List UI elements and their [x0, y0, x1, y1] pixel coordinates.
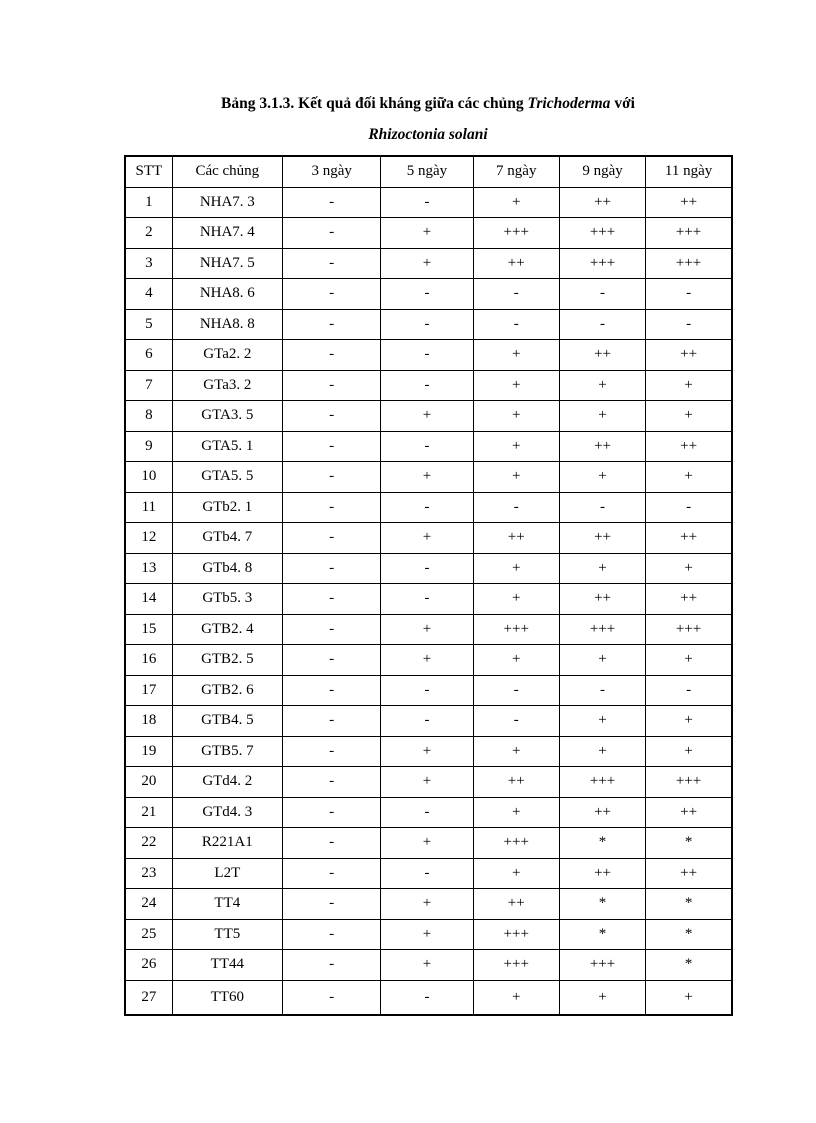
cell-stt: 16: [125, 645, 172, 676]
cell-day-11: +: [646, 462, 732, 493]
header-day-9: 9 ngày: [559, 156, 645, 187]
cell-day-11: +++: [646, 248, 732, 279]
cell-day-7: -: [473, 279, 559, 310]
cell-day-9: +++: [559, 218, 645, 249]
cell-day-9: +++: [559, 950, 645, 981]
cell-strain: R221A1: [172, 828, 282, 859]
cell-strain: GTB5. 7: [172, 736, 282, 767]
cell-day-5: +: [381, 645, 473, 676]
cell-day-9: ++: [559, 797, 645, 828]
cell-day-9: ++: [559, 431, 645, 462]
cell-day-3: -: [283, 462, 381, 493]
cell-day-3: -: [283, 614, 381, 645]
cell-strain: GTB2. 6: [172, 675, 282, 706]
cell-day-5: -: [381, 279, 473, 310]
cell-day-9: +++: [559, 614, 645, 645]
cell-day-11: +++: [646, 767, 732, 798]
cell-stt: 24: [125, 889, 172, 920]
table-row: [125, 309, 732, 340]
cell-day-9: *: [559, 889, 645, 920]
cell-day-9: +: [559, 645, 645, 676]
cell-day-9: ++: [559, 187, 645, 218]
cell-day-3: -: [283, 736, 381, 767]
caption-suffix: với: [610, 95, 635, 112]
cell-strain: L2T: [172, 858, 282, 889]
cell-strain: NHA7. 5: [172, 248, 282, 279]
cell-stt: 9: [125, 431, 172, 462]
cell-day-5: +: [381, 614, 473, 645]
cell-day-3: -: [283, 980, 381, 1015]
cell-strain: GTa2. 2: [172, 340, 282, 371]
cell-strain: GTb4. 7: [172, 523, 282, 554]
cell-day-3: -: [283, 675, 381, 706]
cell-stt: 15: [125, 614, 172, 645]
cell-day-5: +: [381, 950, 473, 981]
cell-day-3: -: [283, 370, 381, 401]
cell-stt: 1: [125, 187, 172, 218]
cell-strain: TT4: [172, 889, 282, 920]
cell-stt: 5: [125, 309, 172, 340]
cell-day-7: -: [473, 492, 559, 523]
header-day-7: 7 ngày: [473, 156, 559, 187]
cell-day-7: +: [473, 858, 559, 889]
cell-day-5: -: [381, 340, 473, 371]
cell-day-11: -: [646, 309, 732, 340]
cell-day-5: -: [381, 553, 473, 584]
table-row: [125, 919, 732, 950]
cell-day-11: +: [646, 370, 732, 401]
cell-strain: NHA8. 6: [172, 279, 282, 310]
table-row: [125, 431, 732, 462]
cell-day-7: ++: [473, 248, 559, 279]
cell-day-9: -: [559, 309, 645, 340]
cell-day-11: -: [646, 675, 732, 706]
cell-stt: 12: [125, 523, 172, 554]
table-row: [125, 675, 732, 706]
cell-day-7: +: [473, 401, 559, 432]
cell-strain: GTB4. 5: [172, 706, 282, 737]
cell-day-9: ++: [559, 340, 645, 371]
cell-stt: 10: [125, 462, 172, 493]
cell-day-3: -: [283, 309, 381, 340]
cell-day-7: +: [473, 370, 559, 401]
cell-day-11: *: [646, 828, 732, 859]
cell-day-3: -: [283, 767, 381, 798]
cell-day-7: +++: [473, 950, 559, 981]
cell-day-9: +: [559, 706, 645, 737]
cell-day-7: +: [473, 797, 559, 828]
cell-day-9: ++: [559, 858, 645, 889]
cell-day-5: +: [381, 919, 473, 950]
cell-day-7: +: [473, 645, 559, 676]
cell-strain: GTA5. 1: [172, 431, 282, 462]
cell-stt: 6: [125, 340, 172, 371]
cell-day-9: ++: [559, 584, 645, 615]
cell-day-5: -: [381, 309, 473, 340]
cell-stt: 13: [125, 553, 172, 584]
table-row: [125, 462, 732, 493]
cell-day-5: -: [381, 980, 473, 1015]
table-row: [125, 645, 732, 676]
cell-day-7: +++: [473, 614, 559, 645]
table-row: [125, 218, 732, 249]
cell-day-9: +++: [559, 767, 645, 798]
header-day-5: 5 ngày: [381, 156, 473, 187]
table-row: [125, 370, 732, 401]
cell-stt: 11: [125, 492, 172, 523]
cell-day-7: +++: [473, 828, 559, 859]
cell-day-11: ++: [646, 523, 732, 554]
cell-day-5: -: [381, 584, 473, 615]
cell-day-3: -: [283, 340, 381, 371]
table-caption-pathogen: [124, 126, 732, 144]
cell-day-11: ++: [646, 858, 732, 889]
cell-day-5: +: [381, 462, 473, 493]
cell-stt: 18: [125, 706, 172, 737]
cell-stt: 17: [125, 675, 172, 706]
cell-day-5: +: [381, 828, 473, 859]
cell-stt: 23: [125, 858, 172, 889]
cell-day-5: -: [381, 492, 473, 523]
cell-day-7: +: [473, 431, 559, 462]
table-row: [125, 736, 732, 767]
cell-day-5: +: [381, 767, 473, 798]
cell-day-11: ++: [646, 431, 732, 462]
cell-day-11: ++: [646, 584, 732, 615]
cell-day-11: ++: [646, 797, 732, 828]
caption-genus: Trichoderma: [527, 95, 611, 112]
cell-day-3: -: [283, 553, 381, 584]
cell-day-7: +: [473, 553, 559, 584]
cell-day-7: -: [473, 706, 559, 737]
table-row: [125, 584, 732, 615]
table-row: [125, 858, 732, 889]
cell-day-3: -: [283, 950, 381, 981]
cell-stt: 3: [125, 248, 172, 279]
cell-strain: GTa3. 2: [172, 370, 282, 401]
table-row: [125, 980, 732, 1015]
cell-strain: TT5: [172, 919, 282, 950]
cell-day-5: +: [381, 736, 473, 767]
cell-stt: 27: [125, 980, 172, 1015]
cell-day-9: +: [559, 401, 645, 432]
cell-stt: 14: [125, 584, 172, 615]
cell-day-5: -: [381, 797, 473, 828]
cell-day-3: -: [283, 218, 381, 249]
cell-stt: 19: [125, 736, 172, 767]
cell-strain: NHA7. 4: [172, 218, 282, 249]
cell-day-3: -: [283, 584, 381, 615]
header-stt: STT: [125, 156, 172, 187]
cell-day-3: -: [283, 706, 381, 737]
cell-day-5: +: [381, 401, 473, 432]
cell-strain: NHA7. 3: [172, 187, 282, 218]
cell-stt: 20: [125, 767, 172, 798]
table-caption: [124, 95, 732, 113]
cell-day-3: -: [283, 889, 381, 920]
cell-day-11: ++: [646, 340, 732, 371]
table-row: [125, 279, 732, 310]
cell-strain: GTb2. 1: [172, 492, 282, 523]
cell-day-7: +: [473, 187, 559, 218]
cell-day-7: ++: [473, 889, 559, 920]
cell-stt: 7: [125, 370, 172, 401]
cell-day-3: -: [283, 279, 381, 310]
table-body: [125, 187, 732, 1015]
caption-prefix: Bảng 3.1.3. Kết quả đối kháng giữa các chủng: [221, 95, 528, 112]
cell-day-11: -: [646, 279, 732, 310]
cell-stt: 8: [125, 401, 172, 432]
cell-day-9: +: [559, 736, 645, 767]
cell-day-3: -: [283, 248, 381, 279]
cell-day-9: +: [559, 980, 645, 1015]
table-row: [125, 889, 732, 920]
table-row: [125, 523, 732, 554]
cell-day-7: +: [473, 584, 559, 615]
cell-day-7: +++: [473, 919, 559, 950]
cell-day-11: -: [646, 492, 732, 523]
cell-strain: GTA5. 5: [172, 462, 282, 493]
cell-day-3: -: [283, 919, 381, 950]
cell-day-3: -: [283, 645, 381, 676]
cell-day-3: -: [283, 187, 381, 218]
cell-day-11: +: [646, 645, 732, 676]
table-row: [125, 797, 732, 828]
cell-day-7: -: [473, 675, 559, 706]
table-row: [125, 340, 732, 371]
cell-stt: 2: [125, 218, 172, 249]
table-row: [125, 828, 732, 859]
cell-day-5: -: [381, 187, 473, 218]
cell-day-7: +: [473, 736, 559, 767]
cell-day-5: -: [381, 431, 473, 462]
table-row: [125, 614, 732, 645]
cell-strain: GTd4. 2: [172, 767, 282, 798]
cell-stt: 21: [125, 797, 172, 828]
cell-day-11: *: [646, 889, 732, 920]
cell-day-7: ++: [473, 523, 559, 554]
table-row: [125, 767, 732, 798]
cell-strain: NHA8. 8: [172, 309, 282, 340]
cell-day-5: +: [381, 523, 473, 554]
cell-day-11: +: [646, 736, 732, 767]
cell-day-3: -: [283, 401, 381, 432]
table-row: [125, 706, 732, 737]
cell-day-9: ++: [559, 523, 645, 554]
table-row: [125, 492, 732, 523]
cell-day-5: +: [381, 248, 473, 279]
cell-day-11: +++: [646, 218, 732, 249]
cell-day-3: -: [283, 523, 381, 554]
cell-strain: GTA3. 5: [172, 401, 282, 432]
cell-stt: 22: [125, 828, 172, 859]
cell-day-9: +++: [559, 248, 645, 279]
cell-day-9: +: [559, 553, 645, 584]
cell-day-3: -: [283, 431, 381, 462]
cell-day-11: *: [646, 950, 732, 981]
cell-day-11: +: [646, 706, 732, 737]
table-row: [125, 401, 732, 432]
cell-day-11: ++: [646, 187, 732, 218]
cell-day-5: +: [381, 218, 473, 249]
cell-day-3: -: [283, 828, 381, 859]
cell-day-7: +: [473, 980, 559, 1015]
cell-day-7: -: [473, 309, 559, 340]
cell-day-11: +++: [646, 614, 732, 645]
cell-day-7: +: [473, 340, 559, 371]
caption-pathogen: Rhizoctonia solani: [368, 126, 488, 143]
cell-day-5: -: [381, 706, 473, 737]
cell-day-9: -: [559, 492, 645, 523]
cell-day-5: -: [381, 370, 473, 401]
cell-strain: GTb5. 3: [172, 584, 282, 615]
table-row: [125, 950, 732, 981]
cell-day-9: +: [559, 370, 645, 401]
cell-strain: TT44: [172, 950, 282, 981]
header-strain: Các chủng: [172, 156, 282, 187]
cell-day-3: -: [283, 858, 381, 889]
cell-day-9: *: [559, 919, 645, 950]
cell-strain: GTB2. 5: [172, 645, 282, 676]
header-day-11: 11 ngày: [646, 156, 732, 187]
cell-day-9: +: [559, 462, 645, 493]
cell-strain: GTb4. 8: [172, 553, 282, 584]
table-row: [125, 553, 732, 584]
cell-day-5: -: [381, 675, 473, 706]
cell-day-11: +: [646, 401, 732, 432]
cell-day-3: -: [283, 492, 381, 523]
cell-day-5: -: [381, 858, 473, 889]
cell-day-9: -: [559, 279, 645, 310]
table-row: [125, 248, 732, 279]
cell-day-11: +: [646, 980, 732, 1015]
cell-strain: GTd4. 3: [172, 797, 282, 828]
cell-day-11: *: [646, 919, 732, 950]
cell-day-7: ++: [473, 767, 559, 798]
cell-day-7: +++: [473, 218, 559, 249]
cell-day-9: *: [559, 828, 645, 859]
table-row: [125, 187, 732, 218]
cell-strain: GTB2. 4: [172, 614, 282, 645]
cell-day-5: +: [381, 889, 473, 920]
cell-strain: TT60: [172, 980, 282, 1015]
results-table: [124, 155, 733, 1016]
cell-stt: 25: [125, 919, 172, 950]
cell-day-3: -: [283, 797, 381, 828]
cell-stt: 26: [125, 950, 172, 981]
cell-stt: 4: [125, 279, 172, 310]
cell-day-7: +: [473, 462, 559, 493]
table-header-row: [125, 156, 732, 187]
cell-day-9: -: [559, 675, 645, 706]
header-day-3: 3 ngày: [283, 156, 381, 187]
cell-day-11: +: [646, 553, 732, 584]
